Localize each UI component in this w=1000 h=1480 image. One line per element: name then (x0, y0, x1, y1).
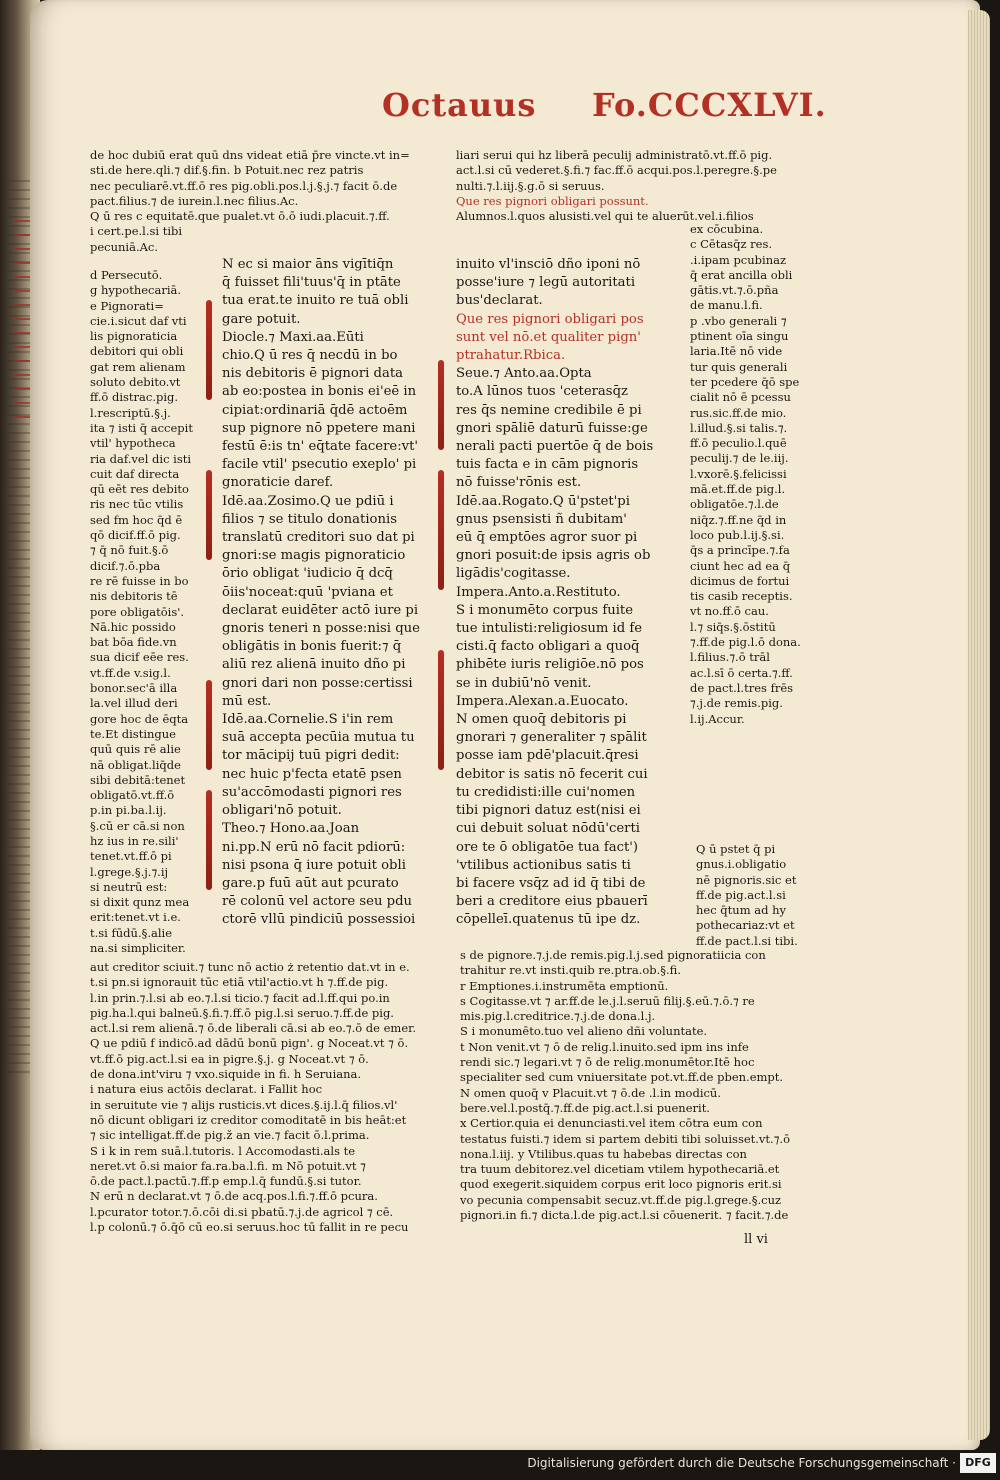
red-flourish-ornament (206, 790, 212, 890)
text-line: ab eo:postea in bonis ei'eē in (222, 384, 417, 400)
text-line: nerali pacti puertōe q̄ de bois (456, 439, 654, 455)
gloss-line: gat rem alienam (90, 359, 186, 374)
gloss-line: l.in prin.⁊.l.si ab eo.⁊.l.si ticio.⁊ facit ad.l.ff.qui po.in (90, 990, 390, 1005)
gloss-line: sibi debitā:tenet (90, 772, 186, 787)
gloss-line: de pact.l.tres frēs (690, 680, 794, 695)
gloss-line: liari serui qui hz liberā peculij administratō.vt.ff.ō pig. (456, 148, 773, 162)
gloss-line: s de pignore.⁊.j.de remis.pig.l.j.sed pignoratiicia con (460, 948, 766, 962)
gloss-line: ⁊ sic intelligat.ff.de pig.ž an vie.⁊ facit ō.l.prima. (90, 1128, 370, 1143)
gloss-line: hec q̄tum ad hy (696, 903, 787, 918)
gloss-line: te.Et distingue (90, 726, 176, 741)
gloss-line: t Non venit.vt ⁊ ō de relig.l.inuito.sed ipm ins infe (460, 1039, 749, 1054)
gloss-line: nis debitoris tē (90, 589, 178, 604)
gloss-line: si dixit qunz mea (90, 895, 190, 910)
gloss-line: gore hoc de ēqta (90, 711, 189, 726)
gloss-line: ria daf.vel dic isti (90, 451, 192, 466)
gloss-line: l.pcurator totor.⁊.ō.cōi di.si pbatū.⁊.j.de agricol ⁊ cē. (90, 1204, 394, 1219)
gloss-line: laria.Itē nō vide (690, 344, 783, 359)
text-line: su'accōmodasti pignori res (222, 784, 402, 800)
gloss-line: l.ij.Accur. (690, 711, 745, 726)
gloss-line: aut creditor sciuit.⁊ tunc nō actio ż retentio dat.vt in e. (90, 960, 410, 974)
text-line: nis debitoris ē pignori data (222, 366, 404, 382)
gloss-line: de dona.int'viru ⁊ vxo.siquide in fi. h Seruiana. (90, 1067, 362, 1082)
gloss-line: l.rescriptū.§.j. (90, 405, 171, 420)
gloss-line: quod exegerit.siquidem corpus erit loco pignoris erit.si (460, 1177, 782, 1192)
text-line: inuito vl'insciō dño iponi nō (456, 257, 641, 272)
text-line: res q̄s nemine credibile ē pi (456, 402, 642, 418)
gloss-line: nō dicunt obligari iz creditor comoditatē in bis heāt:et (90, 1112, 407, 1127)
text-line: facile vtil' psecutio exeplo' pi (222, 457, 417, 473)
gloss-line: d Persecutō. (90, 268, 163, 282)
text-line: gnoris teneri n posse:nisi que (222, 621, 420, 637)
gloss-line: ⁊.j.de remis.pig. (690, 696, 783, 711)
gloss-line: qū eēt res debito (90, 482, 189, 497)
text-line: festū ē:is tn' eq̄tate facere:vt' (222, 439, 419, 455)
gloss-line: s Cogitasse.vt ⁊ ar.ff.de le.j.l.seruū filij.§.eū.⁊.ō.⁊ re (460, 993, 755, 1008)
gloss-bottom-left (90, 960, 440, 1235)
gloss-line: re rē fuisse in bo (90, 573, 189, 588)
gloss-line: .i.ipam pcubinaz (690, 252, 787, 267)
gloss-top-right (456, 148, 811, 224)
text-line: eū q̄ emptōes agror suor pi (456, 530, 638, 546)
gloss-line: vo pecunia compensabit secuz.vt.ff.de pig.l.grege.§.cuz (460, 1192, 782, 1207)
gloss-line: ff.de pact.l.si tibi. (696, 933, 798, 948)
text-line: gare potuit. (222, 311, 301, 327)
main-text-column-1 (222, 256, 434, 930)
gloss-line: ciunt hec ad ea q̄ (690, 558, 791, 573)
running-head-book: Octauus (382, 86, 537, 124)
gloss-line: obligatō.vt.ff.ō (90, 788, 175, 803)
text-line: q̄ fuisset fili'tuus'q̄ in ptāte (222, 275, 401, 291)
text-line: aliū rez alienā inuito dño pi (222, 657, 406, 673)
text-line: phibēte iuris religiōe.nō pos (456, 657, 644, 673)
gloss-line: trahitur re.vt insti.quib re.ptra.ob.§.fi. (460, 963, 681, 978)
rubric-line: ptrahatur.Rbica. (456, 348, 566, 364)
gloss-line: ex cōcubina. (690, 222, 764, 236)
text-line: cui debuit soluat nōdū'certi (456, 821, 640, 837)
gloss-line: bere.vel.l.postq̄.⁊.ff.de pig.act.l.si puenerit. (460, 1100, 710, 1115)
text-line: translatū creditori suo dat pi (222, 530, 415, 546)
text-line: mū est. (222, 693, 272, 709)
gloss-line: t.si pn.si ignorauit tūc etiā vtil'actio.vt h ⁊.ff.de pig. (90, 975, 389, 990)
gloss-line: pecuniā.Ac. (90, 239, 159, 254)
footer-credit: Digitalisierung gefördert durch die Deutsche Forschungsgemeinschaft · (527, 1456, 956, 1470)
dfg-logo: DFG (960, 1453, 996, 1473)
gloss-left-column (90, 268, 202, 956)
running-head-folio: Fo.CCCXLVI. (592, 86, 827, 124)
gloss-line: ita ⁊ isti q̄ accepit (90, 420, 193, 435)
gloss-line: l.filius.⁊.ō trāl (690, 650, 770, 665)
gloss-line: Q ue pdiū f indicō.ad dādū bonū pign'. g Noceat.vt ⁊ ō. (90, 1036, 409, 1051)
gloss-line: tis casib receptis. (690, 589, 793, 604)
gloss-line: vt.ff.de v.sig.l. (90, 665, 171, 680)
red-flourish-ornament (206, 300, 212, 400)
text-line: Seue.⁊ Anto.aa.Opta (456, 366, 592, 382)
text-line: Impera.Alexan.a.Euocato. (456, 693, 629, 709)
text-line: posse iam pdē'placuit.q̄resi (456, 748, 639, 764)
gloss-line: vt.ff.ō pig.act.l.si ea in pigre.§.j. g Noceat.vt ⁊ ō. (90, 1051, 369, 1066)
text-line: gnori spāliē daturū fuisse:ge (456, 420, 648, 436)
gloss-line: nona.l.iij. y Vtilibus.quas tu habebas directas con (460, 1146, 747, 1161)
text-line: sup pignore nō ppetere mani (222, 420, 416, 436)
gloss-line: Q ū res c equitatē.que pualet.vt ō.ō iudi.placuit.⁊.ff. (90, 209, 390, 224)
gloss-line: peculij.⁊ de le.iij. (690, 451, 789, 466)
text-line: 'vtilibus actionibus satis ti (456, 857, 631, 873)
text-line: se in dubiū'nō venit. (456, 675, 592, 691)
gloss-line: obligatōe.⁊.l.de (690, 497, 779, 512)
gloss-line: §.cū er cā.si non (90, 818, 185, 833)
gloss-line: gnus.i.obligatio (696, 857, 787, 872)
red-flourish-ornament (206, 470, 212, 560)
gloss-right-column (690, 222, 810, 727)
gloss-line: vt no.ff.ō cau. (690, 604, 769, 619)
gloss-line: l.vxorē.§.felicissi (690, 466, 787, 481)
gloss-line: c Cētasq̄z res. (690, 237, 773, 252)
gloss-line: na.si simpliciter. (90, 941, 186, 956)
text-line: declarat euidēter actō iure pi (222, 602, 419, 618)
text-line: nec huic p'fecta etatē psen (222, 766, 402, 782)
gloss-line: ff.ō distrac.pig. (90, 390, 179, 405)
gloss-line: hz ius in re.sili' (90, 833, 179, 848)
text-line: Diocle.⁊ Maxi.aa.Eūti (222, 329, 364, 345)
gloss-line: debitori qui obli (90, 344, 184, 359)
gloss-line: q̄s a princīpe.⁊.fa (690, 543, 790, 558)
text-line: nisi psona q̄ iure potuit obli (222, 857, 406, 873)
text-line: tor mācipij tuū pigri dedit: (222, 748, 400, 764)
text-line: chio.Q ū res q̄ necdū in bo (222, 348, 398, 364)
text-line: tuis facta e in cām pignoris (456, 457, 639, 473)
gloss-line: l.p colonū.⁊ ō.q̄ō cū eo.si seruus.hoc tū fallit in re pecu (90, 1220, 409, 1235)
gloss-line: N erū n declarat.vt ⁊ ō.de acq.pos.l.fi.⁊.ff.ō pcura. (90, 1189, 378, 1204)
text-line: Idē.aa.Cornelie.S i'in rem (222, 712, 394, 728)
rubric-line: sunt vel nō.et qualiter pign' (456, 329, 641, 345)
rubric-line: Que res pignori obligari pos (456, 311, 644, 327)
main-text-column-2 (456, 256, 670, 930)
gloss-line: dicif.⁊.ō.pba (90, 558, 161, 573)
gloss-line: Alumnos.l.quos alusisti.vel qui te aluerūt.vel.i.filios (456, 209, 754, 224)
gloss-line: ff.ō peculio.l.quē (690, 436, 787, 451)
gloss-line: Q ū pstet q̄ pi (696, 842, 776, 856)
text-line: gnus psensisti ñ dubitam' (456, 511, 627, 527)
gloss-line: pig.ha.l.qui balneū.§.fi.⁊.ff.ō pig.l.si seruo.⁊.ff.de pig. (90, 1005, 394, 1020)
gloss-line: ⁊.ff.de pig.l.ō dona. (690, 635, 801, 650)
gloss-line: l.grege.§.j.⁊.ij (90, 864, 169, 879)
gloss-line: g hypothecariā. (90, 283, 182, 298)
gloss-line: S i k in rem suā.l.tutoris. l Accomodasti.als te (90, 1143, 356, 1158)
gloss-line: lis pignoraticia (90, 329, 178, 344)
gloss-line: q̄ erat ancilla obli (690, 267, 793, 282)
text-line: obligātis in bonis fuerit:⁊ q̄ (222, 639, 402, 655)
rubric-line: Que res pignori obligari possunt. (456, 193, 649, 208)
gloss-line: l.illud.§.si talis.⁊. (690, 420, 788, 435)
text-line: obligari'nō potuit. (222, 803, 342, 819)
text-line: gnori dari non posse:certissi (222, 675, 413, 691)
gloss-line: ac.l.sī ō certa.⁊.ff. (690, 665, 793, 680)
text-line: Idē.aa.Rogato.Q ū'pstet'pi (456, 493, 630, 509)
gloss-line: rendi sic.⁊ legari.vt ⁊ ō de relig.monumētor.Itē hoc (460, 1055, 755, 1070)
gloss-line: pignori.in fi.⁊ dicta.l.de pig.act.l.si cōuenerit. ⁊ facit.⁊.de (460, 1208, 789, 1223)
text-line: gnoraticie daref. (222, 475, 334, 491)
gloss-line: tur quis generali (690, 359, 788, 374)
gloss-line: act.l.si rem alienā.⁊ ō.de liberali cā.si ab eo.⁊.ō de emer. (90, 1021, 417, 1036)
gloss-line: mis.pig.l.creditrice.⁊.j.de dona.l.j. (460, 1009, 656, 1024)
gloss-line: bat bōa fide.vn (90, 635, 177, 650)
text-line: ōiis'noceat:quū 'pviana et (222, 584, 393, 600)
gloss-line: act.l.si cū vederet.§.fi.⁊ fac.ff.ō acqui.pos.l.peregre.§.pe (456, 163, 777, 178)
gloss-top-left (90, 148, 435, 255)
gloss-line: sti.de here.qli.⁊ dif.§.fin. b Potuit.nec rez patris (90, 163, 364, 178)
red-flourish-ornament (438, 360, 444, 450)
gloss-line: ris nec tūc vtilis (90, 497, 184, 512)
gloss-line: quū quis rē alie (90, 742, 181, 757)
gloss-line: sua dicif eēe res. (90, 650, 189, 665)
gloss-line: r Emptiones.i.instrumēta emptionū. (460, 978, 669, 993)
text-line: Theo.⁊ Hono.aa.Joan (222, 821, 360, 837)
gloss-line: sed fm hoc q̄d ē (90, 512, 183, 527)
red-flourish-ornament (206, 680, 212, 770)
text-line: suā accepta pecūia mutua tu (222, 730, 415, 746)
text-line: Impera.Anto.a.Restituto. (456, 584, 621, 600)
gloss-line: loco pub.l.ij.§.si. (690, 527, 785, 542)
text-line: ore te ō obligatōe tua fact') (456, 839, 639, 855)
gloss-line: de manu.l.fi. (690, 298, 763, 313)
red-flourish-ornament (438, 470, 444, 590)
gloss-line: p .vbo generali ⁊ (690, 313, 787, 328)
gloss-line: t.si fūdū.§.alie (90, 925, 173, 940)
text-line: gnorari ⁊ generaliter ⁊ spālit (456, 730, 647, 746)
gloss-line: ⁊ q̄ nō fuit.§.ō (90, 543, 169, 558)
gloss-line: S i monumēto.tuo vel alieno dñi voluntate. (460, 1024, 708, 1039)
gloss-line: nā obligat.liq̄de (90, 757, 181, 772)
gloss-line: cialit nō ē pcessu (690, 390, 791, 405)
gloss-line: de hoc dubiū erat quū dns videat etiā p̄re vincte.vt in= (90, 148, 410, 162)
text-line: bus'declarat. (456, 293, 543, 309)
text-line: ni.pp.N erū nō facit pdiorū: (222, 839, 406, 855)
text-line: cipiat:ordinariā q̄dē actoēm (222, 402, 408, 418)
gloss-line: e Pignorati= (90, 298, 164, 313)
text-line: rē colonū vel actore seu pdu (222, 894, 413, 910)
page-fore-edge (968, 10, 990, 1440)
signature-mark: ll vi (744, 1232, 768, 1247)
gloss-line: ptinent oīa singu (690, 329, 789, 344)
gloss-line: rus.sic.ff.de mio. (690, 405, 787, 420)
text-line: gnori:se magis pignoraticio (222, 548, 406, 564)
text-line: beri a creditore eius pbauerī (456, 894, 648, 910)
text-line: posse'iure ⁊ legū autoritati (456, 275, 636, 291)
text-line: tibi pignori datuz est(nisi ei (456, 803, 641, 819)
gloss-line: tra tuum debitorez.vel dicetiam vtilem hypothecariā.et (460, 1162, 780, 1177)
gloss-line: ff.de pig.act.l.si (696, 887, 786, 902)
gloss-line: pact.filius.⁊ de iurein.l.nec filius.Ac. (90, 193, 299, 208)
text-line: tu credidisti:ille cui'nomen (456, 784, 636, 800)
gloss-line: Nā.hic possido (90, 619, 176, 634)
text-line: Idē.aa.Zosimo.Q ue pdiū i (222, 493, 394, 509)
text-line: N ec si maior āns vigītiq̄n (222, 257, 394, 272)
gloss-line: in seruitute vie ⁊ alijs rusticis.vt dices.§.ij.l.q̄ filios.vl' (90, 1097, 398, 1112)
gloss-line: niq̄z.⁊.ff.ne q̄d in (690, 512, 787, 527)
gloss-line: mā.et.ff.de pig.l. (690, 482, 786, 497)
gloss-line: ter pcedere q̄ō spe (690, 374, 800, 389)
text-line: nō fuisse'rōnis est. (456, 475, 582, 491)
gloss-bottom-right (460, 948, 810, 1223)
text-line: filios ⁊ se titulo donationis (222, 511, 397, 527)
gloss-line: cie.i.sicut daf vti (90, 313, 187, 328)
text-line: cisti.q̄ facto obligari a quoq̄ (456, 639, 640, 655)
gloss-line: neret.vt ō.si maior fa.ra.ba.l.fi. m Nō potuit.vt ⁊ (90, 1158, 366, 1173)
text-line: to.A lūnos tuos 'ceterasq̄z (456, 384, 628, 400)
text-line: S i monumēto corpus fuite (456, 602, 634, 618)
text-line: gnori posuit:de ipsis agris ob (456, 548, 651, 564)
gloss-line: pore obligatōis'. (90, 604, 185, 619)
gloss-line: ō.de pact.l.pactū.⁊.ff.p emp.l.q̄ fundū.§.si tutor. (90, 1174, 362, 1189)
gloss-line: specialiter sed cum vniuersitate pot.vt.ff.de pben.empt. (460, 1070, 784, 1085)
gloss-line: nec peculiarē.vt.ff.ō res pig.obli.pos.l.j.§.j.⁊ facit ō.de (90, 178, 398, 193)
text-line: bi facere vsq̄z ad id q̄ tibi de (456, 875, 646, 891)
gloss-line: i cert.pe.l.si tibi (90, 224, 183, 239)
gloss-line: i natura eius actōis declarat. i Fallit hoc (90, 1082, 323, 1097)
gloss-line: vtil' hypotheca (90, 436, 176, 451)
gloss-line: qō dicif.ff.ō pig. (90, 528, 181, 543)
gloss-line: pothecariaz:vt et (696, 918, 795, 933)
gloss-line: x Certior.quia ei denunciasti.vel item cōtra eum con (460, 1116, 763, 1131)
gloss-line: soluto debito.vt (90, 375, 181, 390)
gloss-line: tenet.vt.ff.ō pi (90, 849, 172, 864)
gloss-line: gātis.vt.⁊.ō.pña (690, 283, 779, 298)
text-line: N omen quoq̄ debitoris pi (456, 712, 627, 728)
gloss-line: nulti.⁊.l.iij.§.g.ō si seruus. (456, 178, 605, 193)
gloss-line: nē pignoris.sic et (696, 872, 797, 887)
text-line: debitor is satis nō fecerit cui (456, 766, 648, 782)
gloss-line: cuit daf directa (90, 466, 180, 481)
gloss-line: l.⁊ siq̄s.§.ōstitū (690, 619, 776, 634)
gloss-line: si neutrū est: (90, 879, 168, 894)
gloss-line: erit:tenet.vt i.e. (90, 910, 181, 925)
gloss-line: p.in pi.ba.l.ij. (90, 803, 167, 818)
gloss-line: N omen quoq̄ v Placuit.vt ⁊ ō.de .l.in modicū. (460, 1085, 721, 1100)
red-flourish-ornament (438, 650, 444, 770)
text-line: ōrio obligat 'iudicio q̄ dcq̄ (222, 566, 393, 582)
text-line: tue intulisti:religiosum id fe (456, 621, 643, 637)
text-line: cōpelleī.quatenus tū ipe dz. (456, 912, 641, 928)
gloss-line: la.vel illud deri (90, 696, 178, 711)
gloss-line: testatus fuisti.⁊ idem si partem debiti tibi soluisset.vt.⁊.ō (460, 1131, 791, 1146)
text-line: gare.p fuū aūt aut pcurato (222, 875, 399, 891)
gloss-line: dicimus de fortui (690, 573, 790, 588)
gloss-right-lower (696, 842, 814, 949)
text-line: ctorē vllū pindiciū possessioi (222, 912, 416, 928)
text-line: tua erat.te inuito re tuā obli (222, 293, 409, 309)
text-line: ligādis'cogitasse. (456, 566, 571, 582)
gloss-line: bonor.sec'ā illa (90, 681, 178, 696)
